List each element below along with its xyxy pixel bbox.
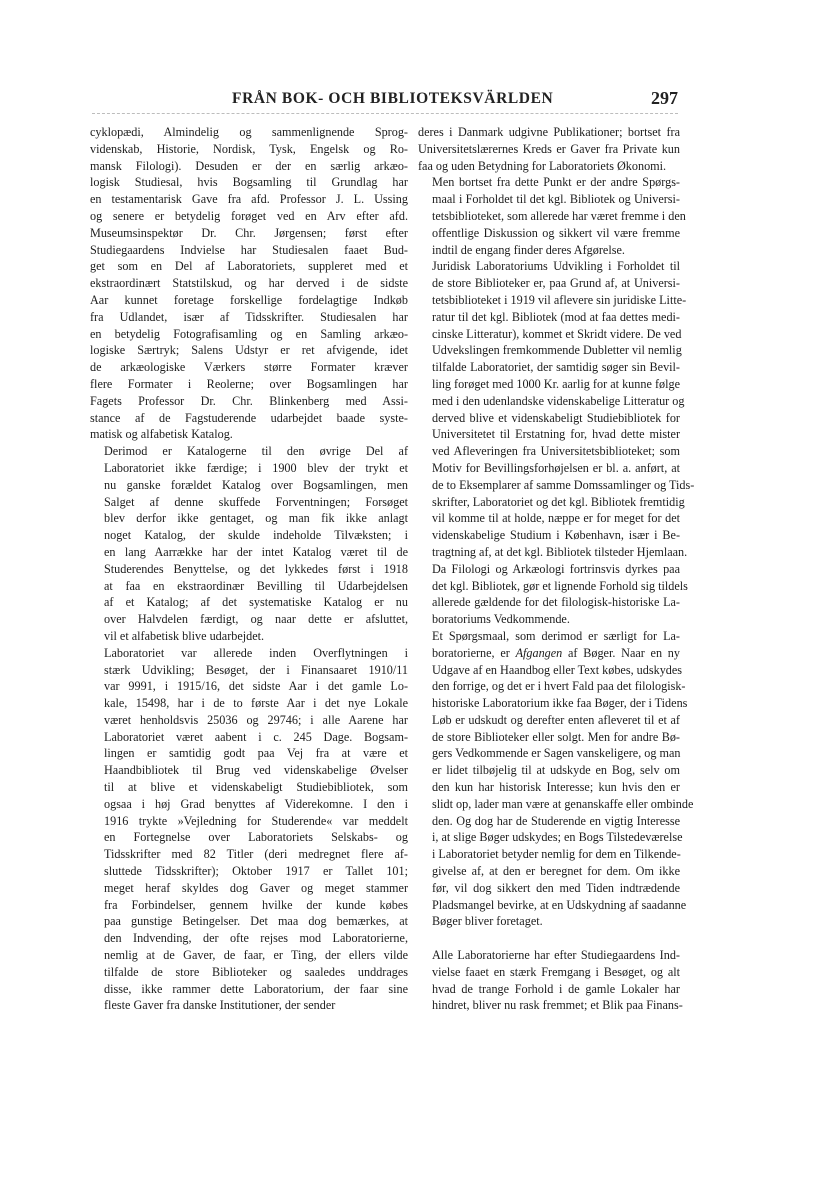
paragraph: [90, 124, 408, 443]
text-line: Udvekslingen fremkommende Dubletter vil nemlig: [432, 343, 682, 358]
text-line: den. Og dog har de Studerende en vigtig Interesse: [432, 813, 680, 828]
page-number: 297: [651, 88, 678, 108]
text-line: med i den udenlandske videnskabelige Litteratur og: [432, 393, 685, 408]
text-line: hvad de trange Forhold i de gamle Lokaler har: [432, 981, 680, 996]
text-line: en Fortegnelse over Laboratoriets Selskabs- og: [104, 830, 408, 845]
text-line: paa gunstige Betingelser. Det maa dog bemærkes, at: [104, 914, 408, 929]
text-line: stærk Udvikling; Besøget, der i Finansaaret 1910/11: [104, 662, 408, 677]
text-line: Løb er udskudt og derefter enten afleveret til et af: [432, 712, 680, 727]
text-line: Studerendes Benyttelse, og det lykkedes først i 1918: [104, 561, 408, 576]
text-line: cinske Litteratur), kommet et Skridt videre. De ved: [432, 326, 682, 341]
text-line: skrifter, Laboratoriet og det kgl. Bibliotek fremtidig: [432, 494, 685, 509]
text-line: ling forøget med 1000 Kr. aarlig for at kunne følge: [432, 376, 680, 391]
text-line: logisk Studiesal, hvis Bogsamling til Grundlag har: [90, 175, 408, 190]
text-line: Museumsinspektør Dr. Chr. Jørgensen; først efter: [90, 225, 408, 240]
text-line: videnskabelige Studium i København, især i Be-: [432, 528, 680, 543]
text-line: kale, 15498, har i de to første Aar i det nye Lokale: [104, 696, 408, 711]
text-line: noget Katalog, der skulde indeholde Tilvæksten; i: [104, 528, 408, 543]
text-line: ratur til det kgl. Bibliotek (mod at faa dettes medi-: [432, 309, 680, 324]
text-line: været henholdsvis 25036 og 29746; i alle Aarene har: [104, 712, 408, 727]
text-line: fra Forbindelser, gennem hvilke der kunde købes: [104, 897, 408, 912]
text-line: den kun har historisk Interesse; kun hvis den er: [432, 780, 680, 795]
text-line: Haandbibliotek til Brug ved videnskabelige Øvelser: [104, 763, 408, 778]
text-line: sluttede Tidsskrifter); Oktober 1917 er Tallet 101;: [104, 864, 408, 879]
text-line: før, vil dog sikkert den med Tiden indtrædende: [432, 880, 680, 895]
paragraph: [418, 561, 688, 628]
text-line: slidt op, lader man være at genanskaffe eller ombinde: [432, 796, 694, 811]
header-rule: [92, 113, 678, 114]
left-column: [90, 124, 408, 1014]
paragraph: [418, 947, 683, 1014]
text-line: hindret, bliver nu rask fremmet; et Blik paa Finans-: [432, 998, 683, 1013]
text-line: vielse faaet en stærk Fremgang i Besøget, og alt: [432, 964, 680, 979]
text-line: logiske Særtryk; Salens Udstyr er ret afvigende, idet: [90, 343, 408, 358]
text-line: og senere er betydelig forøget ved en Arv efter afd.: [90, 208, 408, 223]
text-line: Juridisk Laboratoriums Udvikling i Forholdet til: [432, 259, 680, 274]
text-line: Pladsmangel bevirke, at en Udskydning af saadanne: [432, 897, 687, 912]
text-line: cyklopædi, Almindelig og sammenlignende Sprog-: [90, 125, 408, 139]
text-line: get som en Del af Laboratoriets, suppleret med et: [90, 259, 408, 274]
paragraph: [418, 258, 695, 560]
text-line: de store Biblioteker eller solgt. Men for andre Bø-: [432, 729, 680, 744]
text-line: Da Filologi og Arkæologi fortrinsvis dyrkes paa: [432, 561, 680, 576]
paragraph: [418, 124, 680, 174]
text-line: Fagets Professor Dr. Chr. Blinkenberg med Assi-: [90, 393, 408, 408]
text-line: Universitetet til Erstatning for, hvad dette mister: [432, 427, 680, 442]
text-line: Laboratoriet ikke færdige; i 1900 blev der trykt et: [104, 460, 408, 475]
italic-phrase: Afgangen: [515, 645, 563, 660]
text-line: nu ganske forældet Katalog over Bogsamlingen, men: [104, 477, 408, 492]
running-header: [92, 88, 678, 112]
text-line: stance af de Fagstuderende udarbejdet baade syste-: [90, 410, 408, 425]
paragraph: [418, 628, 694, 930]
text-line: de store Biblioteker er, paa Grund af, at Universi-: [432, 276, 680, 291]
text-line: mansk Filologi). Desuden er der en særlig arkæo-: [90, 158, 408, 173]
text-line: i Laboratoriet betyder nemlig for dem en Tilkende-: [432, 847, 681, 862]
text-line: tetsbiblioteket, som allerede har været fremme i den: [432, 208, 686, 223]
text-line: disse, ikke rammer dette Laboratorium, der faar sine: [104, 981, 408, 996]
text-line: tilfalde Laboratoriet, der samtidig søger sin Bevil-: [432, 360, 680, 375]
text-line: en lang Aarrække har der intet Katalog været til de: [104, 544, 408, 559]
paragraph: [418, 174, 686, 258]
text-line: Tidsskrifter med 82 Titler (deri medregnet flere af-: [104, 847, 408, 862]
running-title: FRÅN BOK- OCH BIBLIOTEKSVÄRLDEN: [232, 90, 554, 107]
text-line: en testamentarisk Gave fra afd. Professor J. L. Ussing: [90, 192, 408, 207]
text-line: meget heraf skyldes dog Gaver og meget stammer: [104, 880, 408, 895]
text-line: deres i Danmark udgivne Publikationer; bortset fra: [418, 125, 680, 139]
text-line: 1916 trykte »Vejledning for Studerende« var meddelt: [104, 813, 408, 828]
text-line: blev derfor ikke gentaget, og man fik ikke anlagt: [104, 511, 408, 526]
text-line: tragtning af, at det kgl. Bibliotek tilsteder Hjemlaan.: [432, 544, 688, 559]
text-line: Laboratoriet var allerede inden Overflytningen i: [104, 645, 408, 660]
text-line: boratorierne, er Afgangen af Bøger. Naar en ny: [432, 645, 680, 660]
text-line: gers Vedkommende er Sagen vanskeligere, og man: [432, 746, 681, 761]
text-line: Aar kunnet foretage forskellige fordelagtige Indkøb: [90, 292, 408, 307]
text-line: Alle Laboratorierne har efter Studiegaardens Ind-: [432, 948, 680, 963]
paragraph: [90, 443, 408, 645]
text-line: fra Udlandet, især af Tidsskrifter. Studiesalen har: [90, 309, 408, 324]
text-line: Universitetslærernes Kreds er Gaver fra Private kun: [418, 141, 680, 156]
text-line: Derimod er Katalogerne til den øvrige Del af: [104, 444, 408, 459]
text-line: fleste Gaver fra danske Institutioner, der sender: [104, 998, 336, 1013]
text-line: de to Eksemplarer af samme Domssamlinger og Tids-: [432, 477, 695, 492]
text-line: nemlig at de Gaver, de faar, er Ting, der ellers vilde: [104, 948, 408, 963]
text-line: Et Spørgsmaal, som derimod er særligt for La-: [432, 628, 680, 643]
text-line: til at blive et videnskabeligt Studiebibliotek, som: [104, 780, 408, 795]
right-column: [418, 124, 695, 1014]
text-line: historiske Laboratorium ikke faa Bøger, der i Tidens: [432, 696, 688, 711]
text-line: allerede gældende for det filologisk-historiske La-: [432, 595, 680, 610]
text-line: Studiegaardens Indvielse har Studiesalen faaet Bud-: [90, 242, 408, 257]
text-line: ekstraordinært Statstilskud, og har derved i de sidste: [90, 276, 408, 291]
text-line: ved Afleveringen fra Universitetsbiblioteket; som: [432, 444, 680, 459]
text-line: en betydelig Fotografisamling og en Samling arkæo-: [90, 326, 408, 341]
text-line: Bøger bliver foretaget.: [432, 914, 543, 929]
text-line: af et Katalog; af det systematiske Katalog er nu: [104, 595, 408, 610]
text-line: er lidet tilbøjelig til at udskyde en Bog, selv om: [432, 763, 680, 778]
text-line: videnskab, Historie, Nordisk, Tysk, Engelsk og Ro-: [90, 141, 408, 156]
text-line: Salget af denne skuffede Forventningen; Forsøget: [104, 494, 408, 509]
paragraph: [90, 645, 408, 1015]
text-line: den forrige, og det er i hvert Fald paa det filologisk-: [432, 679, 686, 694]
text-line: ogsaa i høj Grad benyttes af Viderekomne. I den i: [104, 796, 408, 811]
text-line: den Indvending, der ofte rejses mod Laboratorierne,: [104, 931, 408, 946]
text-line: var 9991, i 1915/16, det sidste Aar i det gamle Lo-: [104, 679, 408, 694]
text-line: givelse af, at den er beregnet for dem. Om ikke: [432, 864, 680, 879]
text-line: Laboratoriet været aabent i c. 245 Dage. Bogsam-: [104, 729, 408, 744]
text-line: det kgl. Bibliotek, gør et lignende Forhold sig tildels: [432, 578, 688, 593]
text-line: faa og uden Betydning for Laboratoriets Økonomi.: [418, 158, 667, 173]
text-line: indtil de engang finder deres Afgørelse.: [432, 242, 625, 257]
text-line: tetsbiblioteket i 1919 vil aflevere sin juridiske Litte-: [432, 292, 687, 307]
text-line: i, at slige Bøger udskydes; en Bogs Tilstedeværelse: [432, 830, 683, 845]
text-line: vil et alfabetisk blive udarbejdet.: [104, 628, 265, 643]
text-line: Motiv for Bevillingsforhøjelsen er bl. a. anført, at: [432, 460, 680, 475]
text-line: Men bortset fra dette Punkt er der andre Spørgs-: [432, 175, 680, 190]
text-line: derved blive et videnskabeligt Studiebibliotek for: [432, 410, 680, 425]
text-line: offentlige Diskussion og sikkert vil være fremme: [432, 225, 680, 240]
text-line: Udgave af en Haandbog eller Text købes, udskydes: [432, 662, 683, 677]
text-line: lingen er samtidig godt paa Vej fra at være et: [104, 746, 408, 761]
text-line: boratoriums Vedkommende.: [432, 612, 570, 627]
text-line: over Halvdelen færdigt, og naar dette er afsluttet,: [104, 612, 408, 627]
text-line: flere Formater i Reolerne; over Bogsamlingen har: [90, 376, 408, 391]
text-line: tilfalde de store Biblioteker og saaledes unddrages: [104, 964, 408, 979]
text-line: at faa en ekstraordinær Bevilling til Udarbejdelsen: [104, 578, 408, 593]
text-line: vil komme til at holde, næppe er for meget for det: [432, 511, 680, 526]
text-line: matisk og alfabetisk Katalog.: [90, 427, 233, 442]
text-line: maal i Forholdet til det kgl. Bibliotek og Universi-: [432, 192, 680, 207]
text-line: de arkæologiske Værkers større Formater kræver: [90, 360, 408, 375]
